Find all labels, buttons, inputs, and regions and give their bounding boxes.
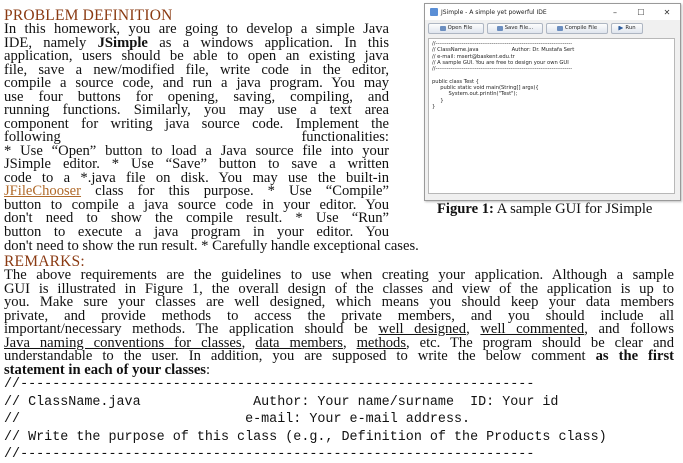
play-icon	[618, 26, 623, 31]
problem-line: following functionalities:	[4, 129, 389, 145]
problem-line: don't need to show the compile result. * Use “Run”	[4, 210, 389, 226]
problem-line: code to a *.java file on disk. You may use the built-in	[4, 169, 389, 186]
comment-line: // ClassName.java Author: Your name/surname ID: Your id	[4, 394, 559, 410]
comment-line: //----------------------------------------------------------------	[4, 377, 535, 392]
remarks-line: private, and provide methods to access the private members, and you should include all	[4, 307, 674, 324]
save-icon	[497, 26, 503, 31]
compile-icon	[557, 26, 563, 31]
minimize-button[interactable]: –	[613, 7, 617, 17]
jfilechooser-link[interactable]: JFileChooser	[4, 183, 82, 199]
problem-line: use four buttons for opening, saving, compiling, and	[4, 88, 389, 105]
remarks-line: statement in each of your classes:	[4, 361, 211, 378]
title-bar	[425, 4, 680, 20]
remarks-line: GUI is illustrated in Figure 1, the overall design of the classes and view of the application is up to	[4, 280, 674, 297]
problem-line: button to compile a java source code in your editor. You	[4, 196, 389, 213]
save-file-button[interactable]: Save File...	[487, 23, 543, 34]
close-button[interactable]: ✕	[663, 7, 671, 17]
problem-line: JFileChooser class for this purpose. * Use “Compile”	[4, 183, 389, 199]
folder-icon	[440, 26, 446, 31]
jsimple-window	[424, 3, 681, 201]
problem-line: * Use “Open” button to load a Java source file into your	[4, 142, 389, 159]
remarks-line: The above requirements are the guidelines to use when creating your application. Although a sample	[4, 267, 674, 283]
window-title: JSimple - A simple yet powerful IDE	[441, 8, 547, 16]
remarks-heading: REMARKS:	[4, 253, 85, 270]
figure-caption	[437, 201, 652, 218]
remarks-line: you. Make sure your classes are well designed, which means you should keep your data members	[4, 294, 674, 310]
comment-line: // e-mail: Your e-mail address.	[4, 412, 471, 427]
remarks-line: Java naming conventions for classes, data members, methods, etc. The program should be clear and	[4, 334, 675, 351]
problem-line: component for writing java source code. Implement the	[4, 115, 389, 132]
remarks-line: understandable to the user. In addition, you are supposed to write the below comment as the first	[4, 348, 674, 364]
compile-file-button[interactable]: Compile File	[546, 23, 608, 34]
remarks-line: important/necessary methods. The application should be well designed, well commented, and follows	[4, 321, 674, 337]
code-editor[interactable]: //------------------------------------------------------------------------- // ClassName.java Author: Dr. Mustafa Sert // e-mail: msert@baskent.edu.tr // A sample GUI. You are free to design your own GUI //------------------------------------------------------------------------- public class Test { public static void main(String[] args){ System.out.println("Test"); } }	[428, 38, 675, 194]
maximize-button[interactable]: ☐	[637, 7, 645, 17]
problem-line: file, save a new/modified file, write code in the editor,	[4, 61, 389, 78]
jsimple-name: JSimple	[97, 34, 148, 51]
java-app-icon	[430, 8, 438, 16]
figure-caption-text: A sample GUI for JSimple	[493, 201, 653, 217]
problem-line: compile a source code, and run a java program. You may	[4, 75, 389, 91]
problem-line: IDE, namely JSimple as a windows application. In this	[4, 34, 389, 51]
toolbar	[425, 20, 680, 36]
problem-line: button to execute a java program in your editor. You	[4, 223, 389, 240]
figure-label: Figure 1:	[437, 201, 494, 217]
open-file-button[interactable]: Open File	[428, 23, 484, 34]
problem-definition-heading: PROBLEM DEFINITION	[4, 7, 173, 24]
problem-line: application, users should be able to open an existing java	[4, 48, 389, 64]
problem-line: running functions. Similarly, you may use a text area	[4, 102, 389, 118]
comment-line: // Write the purpose of this class (e.g., Definition of the Products class)	[4, 429, 607, 445]
comment-line: //----------------------------------------------------------------	[4, 447, 535, 462]
problem-line: In this homework, you are going to develop a simple Java	[4, 21, 389, 37]
run-result-line: don't need to show the run result. * Carefully handle exceptional cases.	[4, 238, 419, 254]
run-button[interactable]: Run	[611, 23, 643, 34]
problem-line: JSimple editor. * Use “Save” button to save a written	[4, 156, 389, 172]
